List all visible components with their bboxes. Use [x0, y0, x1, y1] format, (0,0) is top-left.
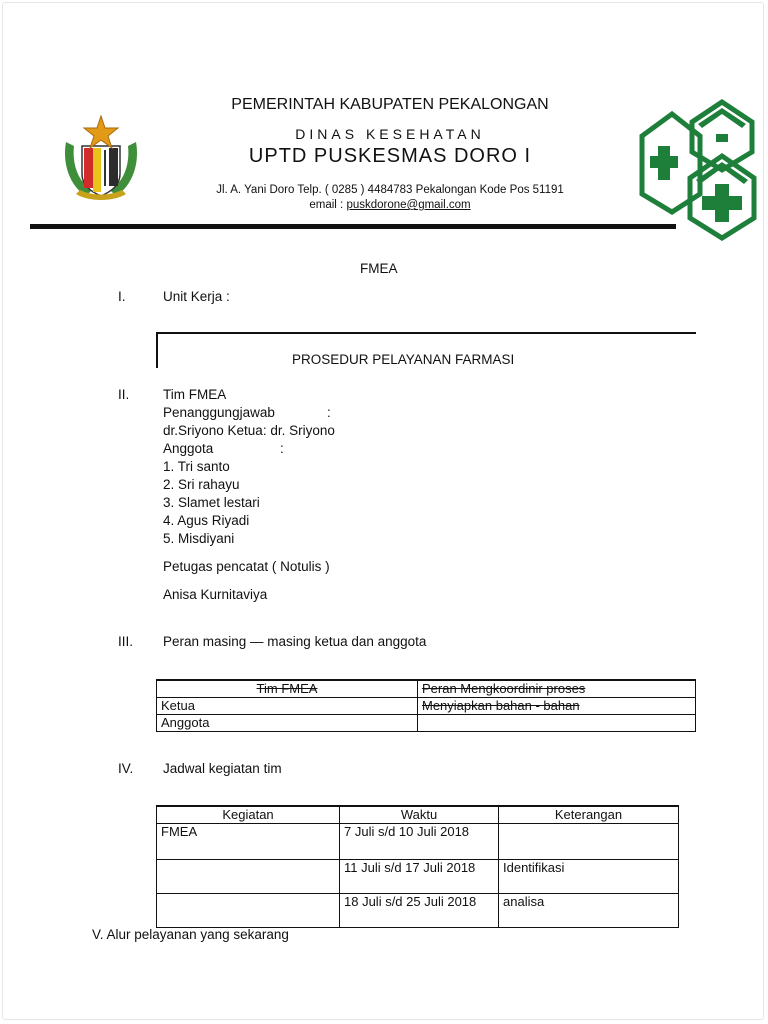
table-cell: [157, 860, 340, 894]
table-cell: 11 Juli s/d 17 Juli 2018: [340, 860, 499, 894]
section-2-number: II.: [118, 387, 130, 402]
section-3-number: III.: [118, 634, 134, 649]
column-header: Keterangan: [499, 806, 679, 824]
table-cell: Peran Mengkoordinir proses: [418, 680, 696, 698]
table-row: [157, 894, 679, 928]
table-row: [157, 698, 696, 715]
table-row: [157, 715, 696, 732]
table-cell: 7 Juli s/d 10 Juli 2018: [340, 824, 499, 860]
anggota-label: Anggota: [163, 441, 214, 456]
doc-title: FMEA: [360, 261, 398, 276]
table-header-row: [157, 806, 679, 824]
header-divider: [30, 224, 676, 229]
regency-emblem-icon: [60, 112, 142, 204]
header-agency: DINAS KESEHATAN: [295, 126, 485, 142]
table-cell: 18 Juli s/d 25 Juli 2018: [340, 894, 499, 928]
header-unit: UPTD PUSKESMAS DORO I: [248, 145, 532, 167]
team-title: Tim FMEA: [163, 387, 227, 402]
schedule-table: [156, 805, 679, 928]
table-cell: Menyiapkan bahan - bahan: [418, 698, 696, 715]
table-cell: [418, 715, 696, 732]
list-item: 4. Agus Riyadi: [163, 513, 250, 528]
list-item: 5. Misdiyani: [163, 531, 235, 546]
table-cell: FMEA: [157, 824, 340, 860]
roles-title: Peran masing — masing ketua dan anggota: [163, 634, 427, 649]
table-row: [157, 680, 696, 698]
header-address: Jl. A. Yani Doro Telp. ( 0285 ) 4484783 Pekalongan Kode Pos 51191: [216, 184, 564, 196]
notulis-label: Petugas pencatat ( Notulis ): [163, 559, 330, 574]
table-row: [157, 860, 679, 894]
header-government: PEMERINTAH KABUPATEN PEKALONGAN: [231, 96, 549, 113]
email-label: email :: [309, 199, 347, 211]
list-item: 3. Slamet lestari: [163, 495, 260, 510]
schedule-title: Jadwal kegiatan tim: [163, 761, 282, 776]
email-link[interactable]: puskdorone@gmail.com: [346, 199, 471, 211]
section-1-label: Unit Kerja :: [163, 289, 230, 304]
column-header: Kegiatan: [157, 806, 340, 824]
unit-kerja-value: PROSEDUR PELAYANAN FARMASI: [292, 352, 515, 367]
table-cell: Identifikasi: [499, 860, 679, 894]
list-item: 2. Sri rahayu: [163, 477, 240, 492]
roles-table: [156, 679, 696, 732]
header-email-line: [140, 199, 640, 211]
pj-label: Penanggungjawab: [163, 405, 275, 420]
table-cell: Ketua: [157, 698, 418, 715]
table-row: [157, 824, 679, 860]
puskesmas-logo-icon: [636, 96, 766, 241]
table-cell: [499, 824, 679, 860]
table-cell: analisa: [499, 894, 679, 928]
section-1-number: I.: [118, 289, 126, 304]
pj-colon: :: [327, 405, 331, 420]
notulis-name: Anisa Kurnitaviya: [163, 587, 268, 602]
unit-kerja-box: [156, 332, 696, 368]
section-5-title: V. Alur pelayanan yang sekarang: [92, 927, 289, 942]
column-header: Waktu: [340, 806, 499, 824]
table-cell: Tim FMEA: [157, 680, 418, 698]
table-cell: Anggota: [157, 715, 418, 732]
table-cell: [157, 894, 340, 928]
section-4-number: IV.: [118, 761, 134, 776]
anggota-colon: :: [280, 441, 284, 456]
list-item: 1. Tri santo: [163, 459, 230, 474]
ketua-line: dr.Sriyono Ketua: dr. Sriyono: [163, 423, 335, 438]
